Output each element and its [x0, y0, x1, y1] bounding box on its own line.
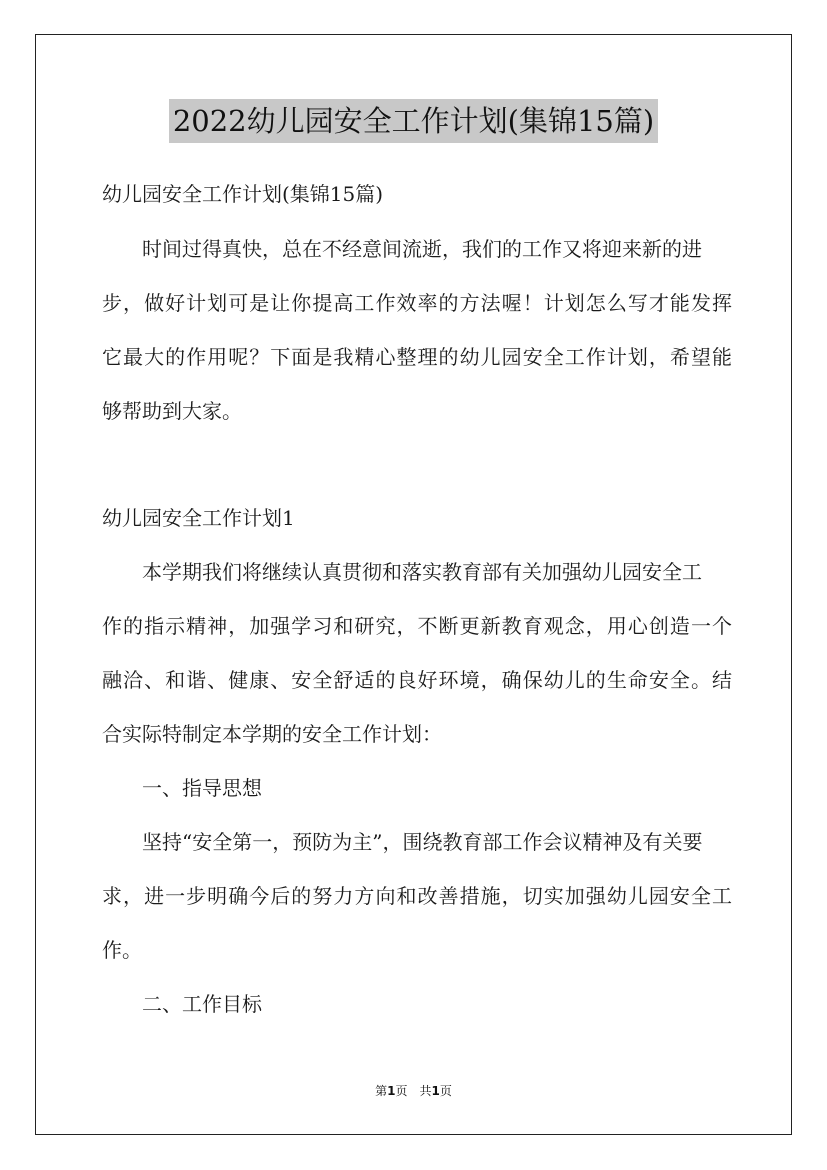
guide-line-3: 作。	[102, 938, 142, 962]
guide-line-2: 求，进一步明确今后的努力方向和改善措施，切实加强幼儿园安全工	[102, 884, 732, 908]
section-line-4: 合实际特制定本学期的安全工作计划：	[102, 722, 442, 746]
section-line-1: 本学期我们将继续认真贯彻和落实教育部有关加强幼儿园安全工	[142, 560, 702, 584]
intro-line-3: 它最大的作用呢？下面是我精心整理的幼儿园安全工作计划，希望能	[102, 345, 732, 369]
intro-line-4: 够帮助到大家。	[102, 399, 242, 423]
document-title: 2022幼儿园安全工作计划(集锦15篇)	[169, 99, 658, 143]
document-subtitle: 幼儿园安全工作计划(集锦15篇)	[102, 182, 384, 206]
section-line-3: 融洽、和谐、健康、安全舒适的良好环境，确保幼儿的生命安全。结	[102, 668, 732, 692]
footer-prefix: 第	[375, 1084, 388, 1098]
title-container	[0, 99, 827, 143]
footer-mid: 页 共	[395, 1084, 432, 1098]
guide-line-1: 坚持“安全第一，预防为主”，围绕教育部工作会议精神及有关要	[142, 830, 703, 854]
heading-work-goals: 二、工作目标	[142, 992, 262, 1016]
section-line-2: 作的指示精神，加强学习和研究，不断更新教育观念，用心创造一个	[102, 614, 732, 638]
section-title: 幼儿园安全工作计划1	[102, 506, 295, 530]
footer-page-number: 1	[387, 1084, 396, 1098]
intro-line-1: 时间过得真快，总在不经意间流逝，我们的工作又将迎来新的进	[142, 237, 702, 261]
heading-guiding-thought: 一、指导思想	[142, 776, 262, 800]
footer-suffix: 页	[439, 1084, 452, 1098]
footer-total-pages: 1	[431, 1084, 440, 1098]
intro-line-2: 步，做好计划可是让你提高工作效率的方法喔！计划怎么写才能发挥	[102, 291, 732, 315]
page-footer	[0, 1081, 827, 1101]
